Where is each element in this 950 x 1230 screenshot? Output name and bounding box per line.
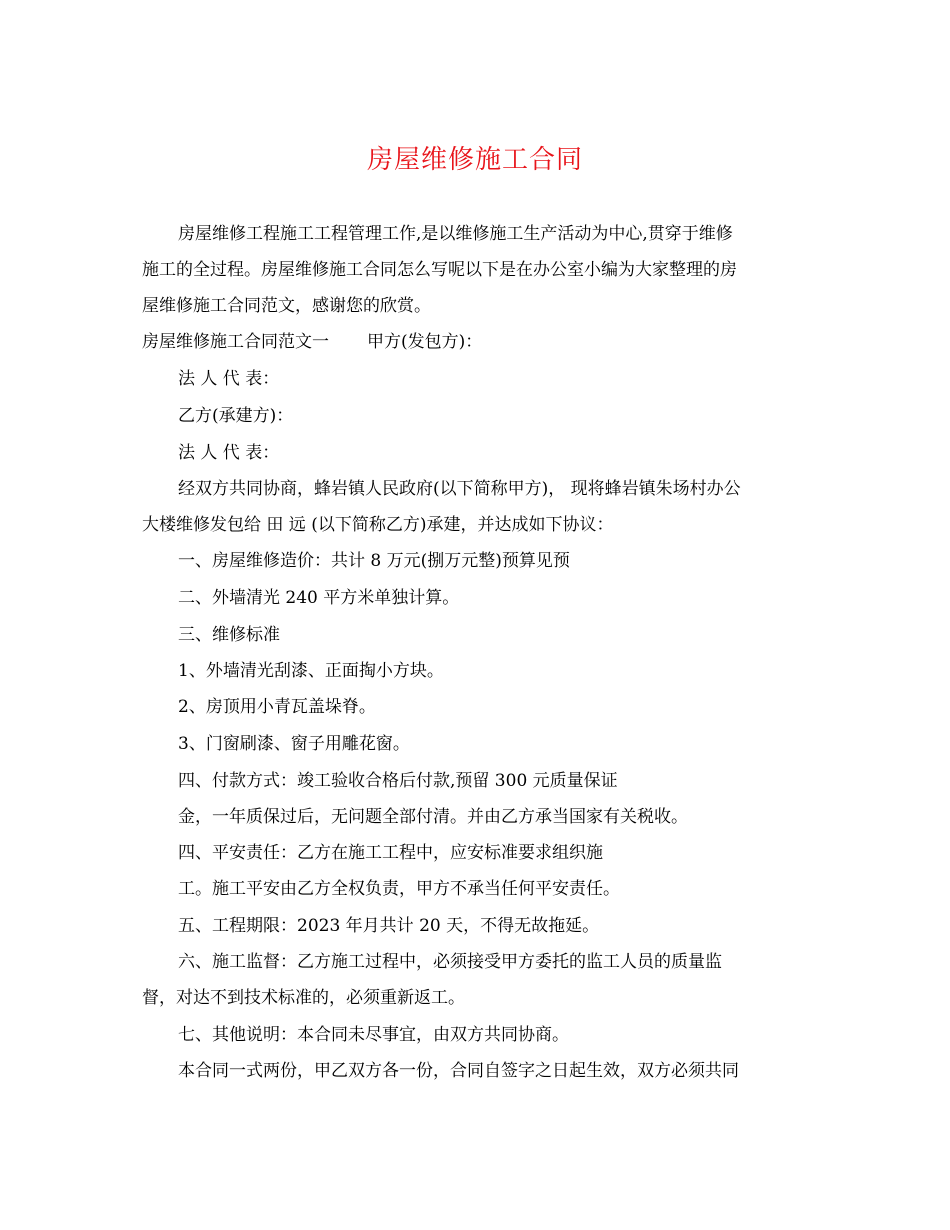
clause-wall-area: 二、外墙清光 240 平方米单独计算。 xyxy=(178,588,460,608)
clause-standards-heading: 三、维修标准 xyxy=(178,625,280,645)
clause-safety-line-1: 四、平安责任：乙方在施工工程中，应安标准要求组织施 xyxy=(178,843,603,863)
paragraph-intro-line-3: 屋维修施工合同范文，感谢您的欣赏。 xyxy=(142,296,431,316)
standard-item-3: 3、门窗刷漆、窗子用雕花窗。 xyxy=(178,734,410,754)
paragraph-intro-line-1: 房屋维修工程施工工程管理工作,是以维修施工生产活动为中心,贯穿于维修 xyxy=(178,224,733,244)
contract-sample-heading: 房屋维修施工合同范文一 xyxy=(142,332,329,352)
clause-supervision-line-1: 六、施工监督：乙方施工过程中，必须接受甲方委托的监工人员的质量监 xyxy=(178,952,722,972)
paragraph-intro-line-2: 施工的全过程。房屋维修施工合同怎么写呢以下是在办公室小编为大家整理的房 xyxy=(142,260,737,280)
agreement-line-2: 大楼维修发包给 田 远 (以下简称乙方)承建，并达成如下协议： xyxy=(142,515,614,535)
standard-item-1: 1、外墙清光刮漆、正面掏小方块。 xyxy=(178,661,444,681)
party-b-legal-rep: 法 人 代 表： xyxy=(178,443,280,463)
standard-item-2: 2、房顶用小青瓦盖垛脊。 xyxy=(178,697,376,717)
clause-other: 七、其他说明：本合同未尽事宜，由双方共同协商。 xyxy=(178,1025,569,1045)
agreement-line-1: 经双方共同协商，蜂岩镇人民政府(以下简称甲方)， 现将蜂岩镇朱场村办公 xyxy=(178,479,741,499)
closing-line: 本合同一式两份，甲乙双方各一份，合同自签字之日起生效，双方必须共同 xyxy=(178,1061,739,1081)
clause-duration: 五、工程期限：2023 年月共计 20 天，不得无故拖延。 xyxy=(178,916,600,936)
contract-sample-heading-row xyxy=(142,330,482,354)
clause-safety-line-2: 工。施工平安由乙方全权负责，甲方不承当任何平安责任。 xyxy=(178,879,620,899)
party-b-label: 乙方(承建方)： xyxy=(178,406,294,426)
clause-cost: 一、房屋维修造价：共计 8 万元(捌万元整)预算见预 xyxy=(178,551,570,571)
party-a-label: 甲方(发包方)： xyxy=(367,332,483,352)
document-title: 房屋维修施工合同 xyxy=(366,145,583,175)
party-a-legal-rep: 法 人 代 表： xyxy=(178,369,280,389)
clause-payment-line-2: 金，一年质保过后，无问题全部付清。并由乙方承当国家有关税收。 xyxy=(178,807,688,827)
clause-supervision-line-2: 督，对达不到技术标准的，必须重新返工。 xyxy=(142,988,465,1008)
clause-payment-line-1: 四、付款方式：竣工验收合格后付款,预留 300 元质量保证 xyxy=(178,771,618,791)
